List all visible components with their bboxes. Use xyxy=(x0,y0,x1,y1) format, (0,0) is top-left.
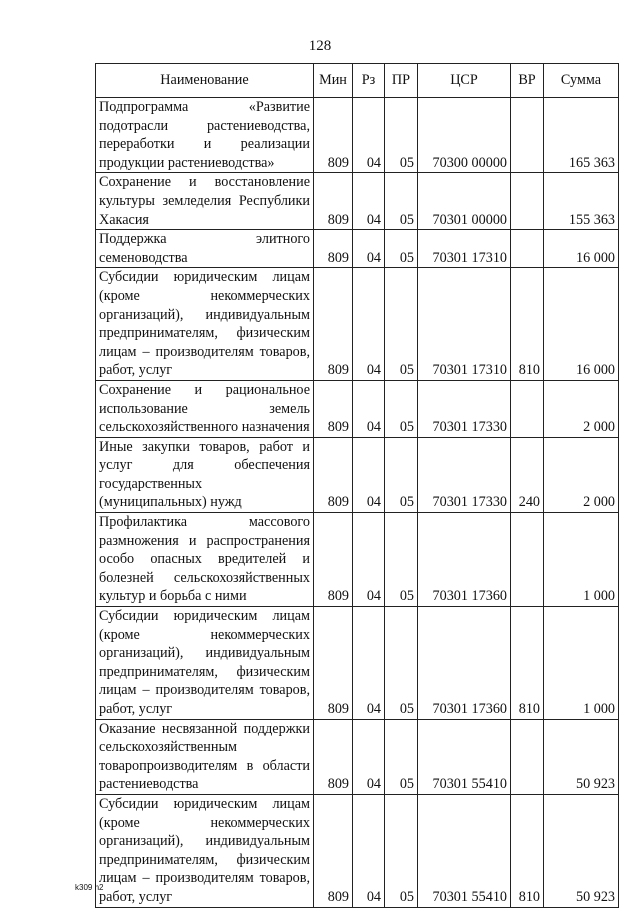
table-row xyxy=(96,268,619,381)
row-csr: 70301 17310 xyxy=(418,268,511,381)
row-min: 809 xyxy=(314,719,353,794)
row-pr: 05 xyxy=(385,230,418,268)
row-vr: 810 xyxy=(511,607,544,720)
row-sum: 1 000 xyxy=(544,607,619,720)
row-pr: 05 xyxy=(385,794,418,907)
row-sum: 155 363 xyxy=(544,173,619,230)
table-row xyxy=(96,437,619,512)
row-sum: 1 000 xyxy=(544,513,619,607)
row-min: 809 xyxy=(314,268,353,381)
header-pr: ПР xyxy=(385,64,418,98)
row-sum: 2 000 xyxy=(544,437,619,512)
budget-table xyxy=(95,63,619,908)
row-rz: 04 xyxy=(353,98,385,173)
row-pr: 05 xyxy=(385,513,418,607)
row-rz: 04 xyxy=(353,437,385,512)
row-csr: 70301 17310 xyxy=(418,230,511,268)
row-rz: 04 xyxy=(353,719,385,794)
row-min: 809 xyxy=(314,607,353,720)
row-vr: 810 xyxy=(511,794,544,907)
row-rz: 04 xyxy=(353,380,385,437)
row-name: Оказание несвязанной поддержки сельскохозяйственным товаропроизводителям в области растениеводства xyxy=(96,719,314,794)
row-csr: 70301 17330 xyxy=(418,437,511,512)
header-csr: ЦСР xyxy=(418,64,511,98)
row-sum: 2 000 xyxy=(544,380,619,437)
row-rz: 04 xyxy=(353,268,385,381)
row-name: Субсидии юридическим лицам (кроме некоммерческих организаций), индивидуальным предпринимателям, физическим лицам – производителям товаров, работ, услуг xyxy=(96,268,314,381)
row-pr: 05 xyxy=(385,173,418,230)
row-min: 809 xyxy=(314,230,353,268)
row-csr: 70301 17360 xyxy=(418,607,511,720)
row-pr: 05 xyxy=(385,437,418,512)
footer-code: k309 h2 xyxy=(75,883,104,892)
header-vr: ВР xyxy=(511,64,544,98)
row-sum: 16 000 xyxy=(544,268,619,381)
row-vr: 810 xyxy=(511,268,544,381)
table-row xyxy=(96,513,619,607)
table-row xyxy=(96,794,619,907)
table-row xyxy=(96,719,619,794)
row-vr xyxy=(511,513,544,607)
row-sum: 50 923 xyxy=(544,719,619,794)
row-rz: 04 xyxy=(353,230,385,268)
table-row xyxy=(96,380,619,437)
header-sum: Сумма xyxy=(544,64,619,98)
row-min: 809 xyxy=(314,513,353,607)
table-row xyxy=(96,607,619,720)
page-number: 128 xyxy=(308,38,332,54)
row-name: Поддержка элитного семеноводства xyxy=(96,230,314,268)
row-min: 809 xyxy=(314,794,353,907)
row-name: Профилактика массового размножения и распространения особо опасных вредителей и болезней сельскохозяйственных культур и борьба с ними xyxy=(96,513,314,607)
row-min: 809 xyxy=(314,98,353,173)
table-row xyxy=(96,98,619,173)
row-csr: 70301 00000 xyxy=(418,173,511,230)
row-csr: 70301 17330 xyxy=(418,380,511,437)
row-rz: 04 xyxy=(353,513,385,607)
row-pr: 05 xyxy=(385,719,418,794)
row-sum: 50 923 xyxy=(544,794,619,907)
row-vr xyxy=(511,719,544,794)
header-min: Мин xyxy=(314,64,353,98)
row-name: Субсидии юридическим лицам (кроме некоммерческих организаций), индивидуальным предпринимателям, физическим лицам – производителям товаров, работ, услуг xyxy=(96,794,314,907)
row-min: 809 xyxy=(314,437,353,512)
table-header-row xyxy=(96,64,619,98)
row-pr: 05 xyxy=(385,380,418,437)
row-vr: 240 xyxy=(511,437,544,512)
row-name: Иные закупки товаров, работ и услуг для обеспечения государственных (муниципальных) нужд xyxy=(96,437,314,512)
row-csr: 70301 55410 xyxy=(418,794,511,907)
table-row xyxy=(96,230,619,268)
row-name: Субсидии юридическим лицам (кроме некоммерческих организаций), индивидуальным предпринимателям, физическим лицам – производителям товаров, работ, услуг xyxy=(96,607,314,720)
row-min: 809 xyxy=(314,380,353,437)
row-vr xyxy=(511,173,544,230)
row-pr: 05 xyxy=(385,98,418,173)
row-min: 809 xyxy=(314,173,353,230)
row-csr: 70300 00000 xyxy=(418,98,511,173)
header-rz: Рз xyxy=(353,64,385,98)
row-sum: 16 000 xyxy=(544,230,619,268)
row-rz: 04 xyxy=(353,794,385,907)
header-name: Наименование xyxy=(96,64,314,98)
row-name: Подпрограмма «Развитие подотрасли растениеводства, переработки и реализации продукции растениеводства» xyxy=(96,98,314,173)
row-vr xyxy=(511,380,544,437)
table-row xyxy=(96,173,619,230)
row-csr: 70301 55410 xyxy=(418,719,511,794)
row-rz: 04 xyxy=(353,607,385,720)
row-vr xyxy=(511,230,544,268)
row-pr: 05 xyxy=(385,268,418,381)
row-name: Сохранение и рациональное использование земель сельскохозяйственного назначения xyxy=(96,380,314,437)
row-csr: 70301 17360 xyxy=(418,513,511,607)
row-vr xyxy=(511,98,544,173)
row-rz: 04 xyxy=(353,173,385,230)
row-pr: 05 xyxy=(385,607,418,720)
row-sum: 165 363 xyxy=(544,98,619,173)
row-name: Сохранение и восстановление культуры земледелия Республики Хакасия xyxy=(96,173,314,230)
